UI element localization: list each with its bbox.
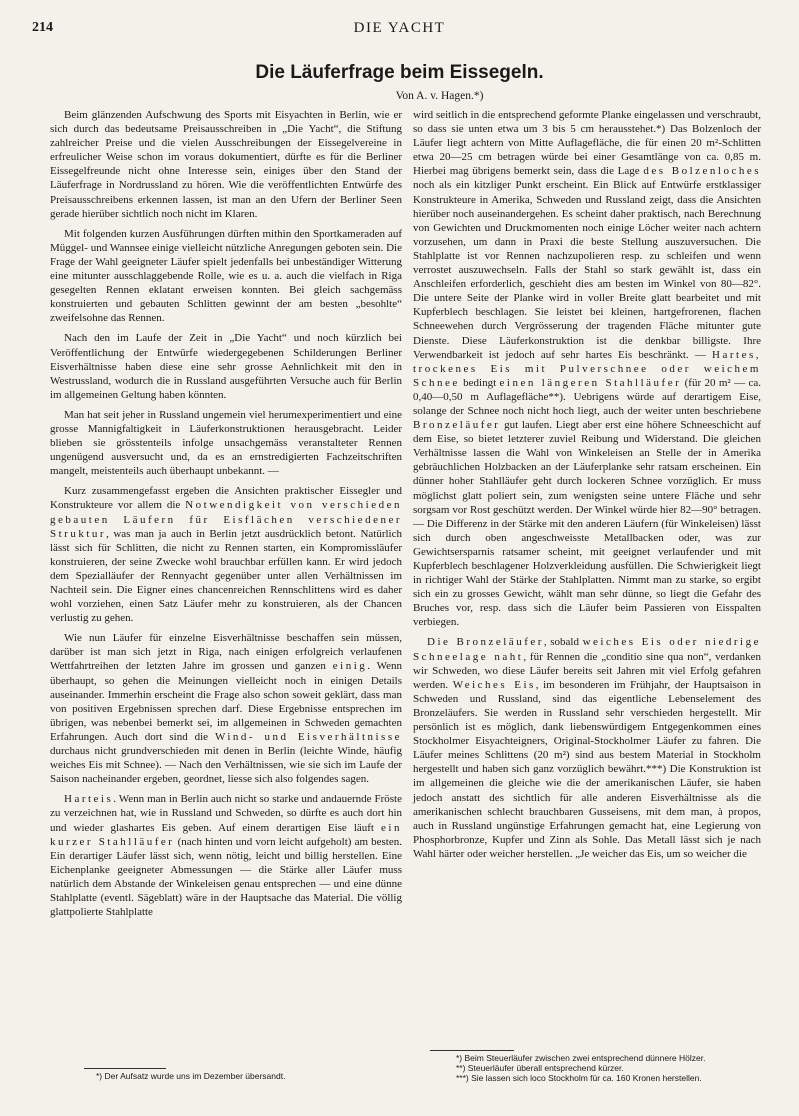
- right-column: [413, 108, 761, 867]
- text-run: . Wenn überhaupt, so gehen die Meinungen vielleicht noch in einigen Details auseinander. Immerhin erscheint die Frage also schon soweit geklärt, dass man von positiven Ergebnissen sprechen darf. Diese Ergebnisse entsprechen im übrigen, was nebenbei bemerkt sei, im allgemeinen in Schweden gemachten Erfahrungen. Auch dort sind die: [50, 660, 403, 743]
- spaced-emphasis: einen längeren Stahlläufer: [499, 376, 682, 389]
- text-run: Wie nun Läufer für einzelne Eisverhältnisse beschaffen sein müssen, darüber ist man sich jetzt in Riga, nach einigen erfolgreich verlaufenen Wettfahrtreihen der letzten Jahre im grossen und ganzen: [50, 632, 402, 673]
- footnote-text: **) Steuerläufer überall entsprechend kürzer.: [456, 1063, 624, 1073]
- paragraph: Mit folgenden kurzen Ausführungen dürften mithin den Sportkameraden auf Müggel- und Wannsee einige vielleicht nützliche Anregungen geboten sein. Die Frage der Wahl geeigneter Läufer spielt jedenfalls bei unbeständiger Witterung eine mitunter ausschlaggebende Rolle, wie es u. a. auch die vielfach in Riga gesegelten Rennen eklatant erweisen konnten. Bei gleich sachgemäss konstruierten und gebauten Schlitten gewinnt der am besten „besohlte“ zweifelsohne das Rennen.: [50, 227, 402, 325]
- spaced-emphasis: Wind- und Eisverhältnisse: [214, 730, 402, 743]
- footnote-text: *) Der Aufsatz wurde uns im Dezember übersandt.: [96, 1071, 286, 1081]
- paragraph: [50, 484, 402, 625]
- spaced-emphasis: Die Bronzeläufer: [427, 636, 544, 649]
- article-byline: Von A. v. Hagen.*): [395, 90, 484, 102]
- spaced-emphasis: ein kurzer Stahlläufer: [50, 821, 402, 848]
- spaced-emphasis: Harteis: [64, 793, 114, 806]
- text-run: durchaus nicht grundverschieden mit denen in Berlin (leichte Winde, häufig weiches Eis mit Schnee). — Nach den Verhältnissen, wie sie sich im Laufe der Saison nacheinander ergeben, geordnet, liesse sich also folgendes sagen.: [50, 745, 402, 786]
- text-run: noch als ein kitzliger Punkt erscheint. Ein Blick auf Entwürfe erstklassiger Konstrukteure in Amerika, Schweden und Russland zeigt, dass die Ansichten hierüber noch auseinandergehen. Es scheint daher praktisch, nach Berechnung von Gewichten und Druckmomenten noch einige Löcher weiter nach achtern vorzusehen, um dann in Praxi die beste Stellung auszuversuchen. Die Stahlplatte ist vor Rennen nachzupolieren resp. zu schleifen und wenn verrostet auszuwechseln. Falls der Stahl so stark gewählt ist, dass ein Anschleifen erforderlich, geschieht dies am besten im Winkel von 80—82°. Die untere Seite der Planke wird in voller Breite glatt bearbeitet und mit Kupferblech beschlagen. Sie leistet bei kleinen, hartgefrorenen, flachen Schneewehen durch Vergrösserung der tragenden Fläche mitunter gute Dienste. Diese Läuferkonstruktion ist die denkbar billigste. Ihre Verwendbarkeit ist jedoch auf sehr hartes Eis beschränkt. —: [413, 179, 761, 361]
- footnote-rule-left: [84, 1068, 166, 1069]
- text-run: (für 20 m² — ca. 0,40—0,50 m Auflagefläche**). Uebrigens würde auf derartigem Eise, solange der Schnee noch nicht hoch liegt, auch der weiter unten beschriebene: [413, 376, 762, 417]
- text-run: . Wenn man in Berlin auch nicht so starke und andauernde Fröste zu verzeichnen hat, wie in Russland und Schweden, so dürfte es auch dort hin und wieder glashartes Eis geben. Auf einem derartigen Eise läuft: [50, 793, 402, 834]
- article-title: Die Läuferfrage beim Eissegeln.: [255, 62, 544, 83]
- paragraph: [413, 108, 761, 629]
- spaced-emphasis: des Bolzenloches: [643, 165, 761, 178]
- spaced-emphasis: einig: [332, 660, 368, 673]
- text-run: , was man ja auch in Berlin jetzt ausdrücklich betont. Natürlich lässt sich für Schlitten, die nicht zu Rennen starten, ein Kompromissläufer konstruieren, der seine Zwecke wohl brauchbar erfüllen kann. Er wird jedoch dem Spezialläufer der Rennyacht gegenüber unter allen Verhältnissen im Nachteil sein. Die Eigner eines chancenreichen Rennschlittens wird es daher wohl vorziehen, einen Satz Läufer mehr zu konstruieren, als der Chancen verlustig zu gehen.: [50, 527, 402, 625]
- footnote-right: [456, 1053, 776, 1083]
- text-run: , sobald: [543, 636, 583, 649]
- left-column: [50, 108, 402, 925]
- footnote-rule-right: [430, 1050, 514, 1051]
- footnote-text: ***) Sie lassen sich loco Stockholm für ca. 160 Kronen herstellen.: [456, 1073, 702, 1083]
- footnote-text: *) Beim Steuerläufer zwischen zwei entsprechend dünnere Hölzer.: [456, 1053, 706, 1063]
- text-run: , für Rennen die „conditio sine qua non“, verdanken wir Schweden, wo diese Läufer bereits seit Jahren mit viel Erfolg gefahren werden.: [413, 650, 761, 691]
- text-run: (nach hinten und vorn leicht aufgeholt) am besten. Ein derartiger Läufer lässt sich, wenn nötig, leicht und billig herstellen. Eine Eichenplanke geeigneter Abmessungen — die Stärke aller Läufer muss natürlich dem Abstande der Winkeleisen genau entsprechen — und eine dünne Stahlplatte (eventl. Sägeblatt) wäre in der Hauptsache das Material. Die völlig glattpolierte Stahlplatte: [50, 835, 402, 919]
- text-run: wird seitlich in die entsprechend geformte Planke eingelassen und verschraubt, so dass sie unten etwa um 3 bis 5 cm herausstehet.*) Das Bolzenloch der Läufer liegt achtern von Mitte Auflagefläche, die für einen 20 m²-Schlitten etwa 20—25 cm betragen würde bei einer Gesamtlänge von ca. 0,85 m. Hierbei mag übrigens bemerkt sein, dass die Lage: [413, 109, 761, 178]
- page-number: 214: [32, 20, 53, 35]
- spaced-emphasis: Hartes, trockenes Eis mit Pulverschnee oder weichem Schnee: [413, 348, 761, 389]
- paragraph: [50, 631, 402, 786]
- text-run: gut laufen. Liegt aber erst eine höhere Schneeschicht auf dem Eise, so bietet letzterer zuviel Reibung und Widerstand. Die gleichen Verhältnisse lassen die Wahl von Winkeleisen an Stelle der in Amerika gebräuchlichen Holzbacken an der Läuferplanke sehr ratsam erscheinen. Ein dünner hoher Stahlläufer geht durch lockeren Schnee vorzüglich. Er muss möglichst glatt poliert sein, zum wenigsten seine untere Fläche und sehr sorgsam vor Rost geschützt werden. Der Winkel würde hier 82—90° betragen. — Die Differenz in der Stärke mit den anderen Läufern (für Winkeleisen) lässt sich durch oben angeschweisste Metallbacken oder, was zur Gewichtsersparnis ratsamer scheint, mit geeignet verlaufender und mit Kupferblech beschlagener Holzverkleidung ausfüllen. Die Schwierigkeit liegt in richtiger Wahl der Stärke der Stahlplatten. Nimmt man zu starke, so ergibt sich ein zu grosses Gewicht, wählt man sehr dünne, so liegt die Gefahr des Bruches vor, resp. dass sich die Läufer beim Passieren von Eisspalten verbiegen.: [413, 419, 761, 629]
- paragraph: Beim glänzenden Aufschwung des Sports mit Eisyachten in Berlin, wie er sich durch das bedeutsame Preisausschreiben in „Die Yacht“, die Stiftung zahlreicher Preise und die vielen Ausschreibungen der Eissegelvereine in erfreulicher Weise schon im voraus dokumentiert, dürfte es für die Berliner Eissegelfreunde nicht ohne Interesse sein, einiges über den Stand der Läuferfrage in Nordrussland zu hören. Wie die veröffentlichten Entwürfe des Preisausschreibens erkennen lassen, ist man an den Ufern der Berliner Seen gerade hierüber sichtlich noch nicht im Klaren.: [50, 109, 402, 220]
- paragraph: [50, 792, 402, 919]
- spaced-emphasis: Bronzeläufer: [413, 419, 501, 432]
- paragraph: [413, 635, 761, 861]
- paragraph: Nach den im Laufe der Zeit in „Die Yacht“ und noch kürzlich bei Veröffentlichung der Entwürfe wiedergegebenen Schilderungen Berliner Eisverhältnisse haben diese eine sehr grosse Aehnlichkeit mit den in Westrussland, wodurch die in Russland ausgeführten Versuche auch für Berlin im allgemeinen Geltung haben könnten.: [50, 332, 402, 401]
- spaced-emphasis: weiches Eis oder niedrige Schneelage naht: [413, 636, 761, 663]
- text-run: bedingt: [459, 376, 500, 389]
- paragraph: Man hat seit jeher in Russland ungemein viel herumexperimentiert und eine grosse Mannigfaltigkeit in Läuferkonstruktionen herausgebracht. Leider blieben sie grösstenteils infolge unsachgemäss veranstalteter Rennen ungenügend ausversucht und, da es an ernstredigierten Fachzeitschriften mangelt, meistenteils auch überhaupt unbekannt. —: [50, 408, 402, 478]
- spaced-emphasis: Weiches Eis: [452, 678, 536, 691]
- text-run: Kurz zusammengefasst ergeben die Ansichten praktischer Eissegler und Konstrukteure vor allem die: [50, 485, 402, 512]
- text-run: , im besonderen im Frühjahr, der Hauptsaison in Schweden und Russland, sind das eigentliche Lebenselement des Bronzeläufers. Sie werden in Russland sehr verschieden hergestellt. Mir persönlich ist es möglich, dank liebenswürdigem Entgegenkommen eines Stockholmer Eisyachteigners, Original-Stockholmer Läufer zu fahren. Die Läufer meines Schlittens (20 m²) sind aus bestem Material in Stockholm hergestellt und haben sich ganz vorzüglich bewährt.***) Die Konstruktion ist im allgemeinen die gleiche wie die der amerikanischen Läufer, sie haben jedoch anstatt des sichtlich für alle anderen Eisverhältnisse als die amerikanischen schlecht brauchbaren Gusseisens, mit dem man, à propos, auch in Russland ungünstige Erfahrungen gemacht hat, eine Legierung von Phosphorbronze, Kupfer und Zinn als Sohle. Das Metall lässt sich je nach Wahl härter oder weicher herstellen. „Je weicher das Eis, um so weicher die: [413, 678, 761, 860]
- footnote-left: [96, 1071, 396, 1081]
- running-title: DIE YACHT: [353, 20, 446, 36]
- spaced-emphasis: Notwendigkeit von verschieden gebauten Läufern für Eisflächen verschiedener Struktur: [50, 499, 402, 540]
